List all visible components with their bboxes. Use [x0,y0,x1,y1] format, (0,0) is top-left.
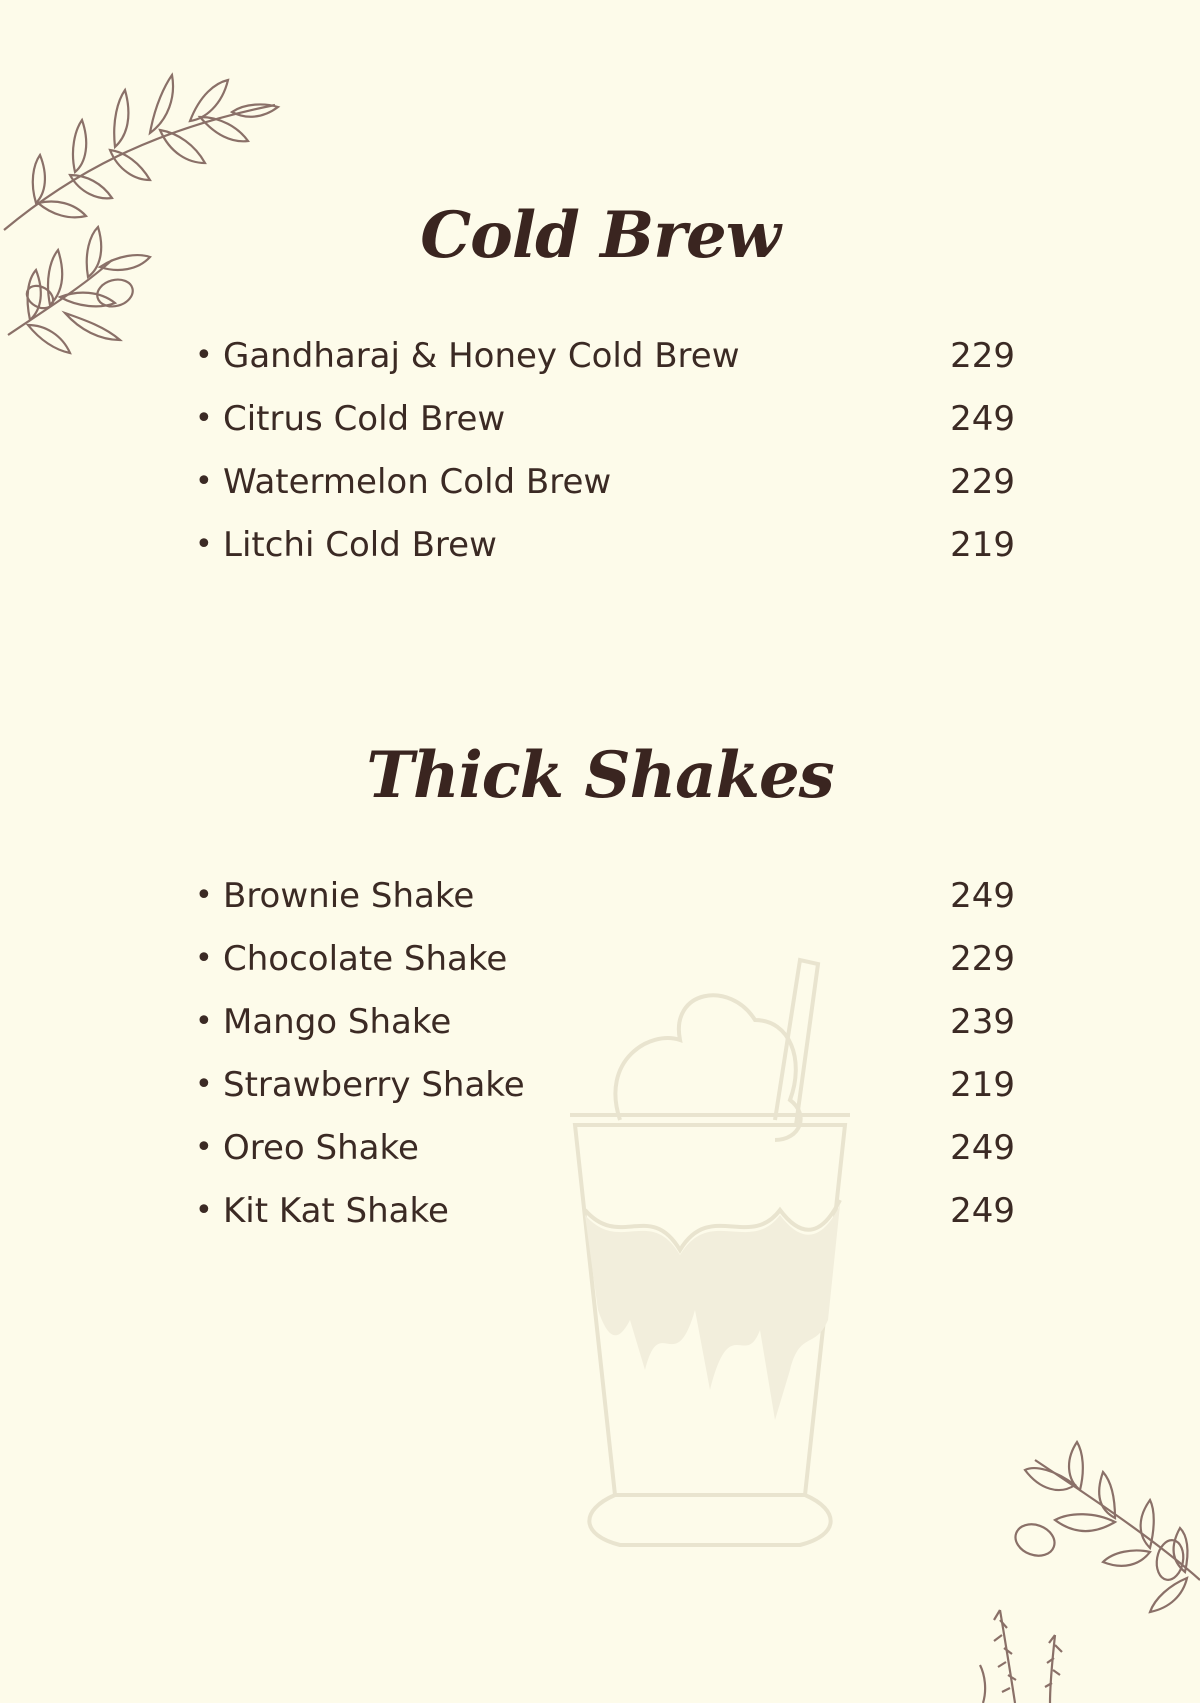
item-name: Watermelon Cold Brew [223,461,612,502]
item-price: 249 [950,1190,1015,1231]
bullet-icon: • [195,337,213,373]
item-name: Chocolate Shake [223,938,508,979]
item-name: Citrus Cold Brew [223,398,506,439]
item-name: Mango Shake [223,1001,452,1042]
bullet-icon: • [195,400,213,436]
menu-item [195,927,1015,990]
menu-item [195,450,1015,513]
menu-item [195,387,1015,450]
menu-list-thick-shakes [195,864,1015,1242]
item-price: 229 [950,461,1015,502]
item-price: 219 [950,524,1015,565]
menu-list-cold-brew [195,324,1015,576]
bullet-icon: • [195,940,213,976]
menu-item [195,1116,1015,1179]
leaf-branch-icon [955,1440,1200,1703]
bullet-icon: • [195,877,213,913]
bullet-icon: • [195,1066,213,1102]
item-name: Oreo Shake [223,1127,419,1168]
item-price: 239 [950,1001,1015,1042]
item-price: 229 [950,938,1015,979]
section-title-thick-shakes: Thick Shakes [366,738,834,813]
menu-item [195,324,1015,387]
item-price: 249 [950,398,1015,439]
bullet-icon: • [195,1129,213,1165]
item-name: Litchi Cold Brew [223,524,497,565]
item-price: 229 [950,335,1015,376]
item-price: 249 [950,1127,1015,1168]
menu-item [195,864,1015,927]
item-name: Kit Kat Shake [223,1190,449,1231]
item-price: 249 [950,875,1015,916]
bullet-icon: • [195,1003,213,1039]
menu-item [195,990,1015,1053]
section-title-cold-brew: Cold Brew [420,198,780,273]
item-price: 219 [950,1064,1015,1105]
menu-item [195,1053,1015,1116]
bullet-icon: • [195,1192,213,1228]
menu-item [195,513,1015,576]
item-name: Brownie Shake [223,875,475,916]
item-name: Strawberry Shake [223,1064,525,1105]
bullet-icon: • [195,463,213,499]
item-name: Gandharaj & Honey Cold Brew [223,335,740,376]
menu-item [195,1179,1015,1242]
bullet-icon: • [195,526,213,562]
